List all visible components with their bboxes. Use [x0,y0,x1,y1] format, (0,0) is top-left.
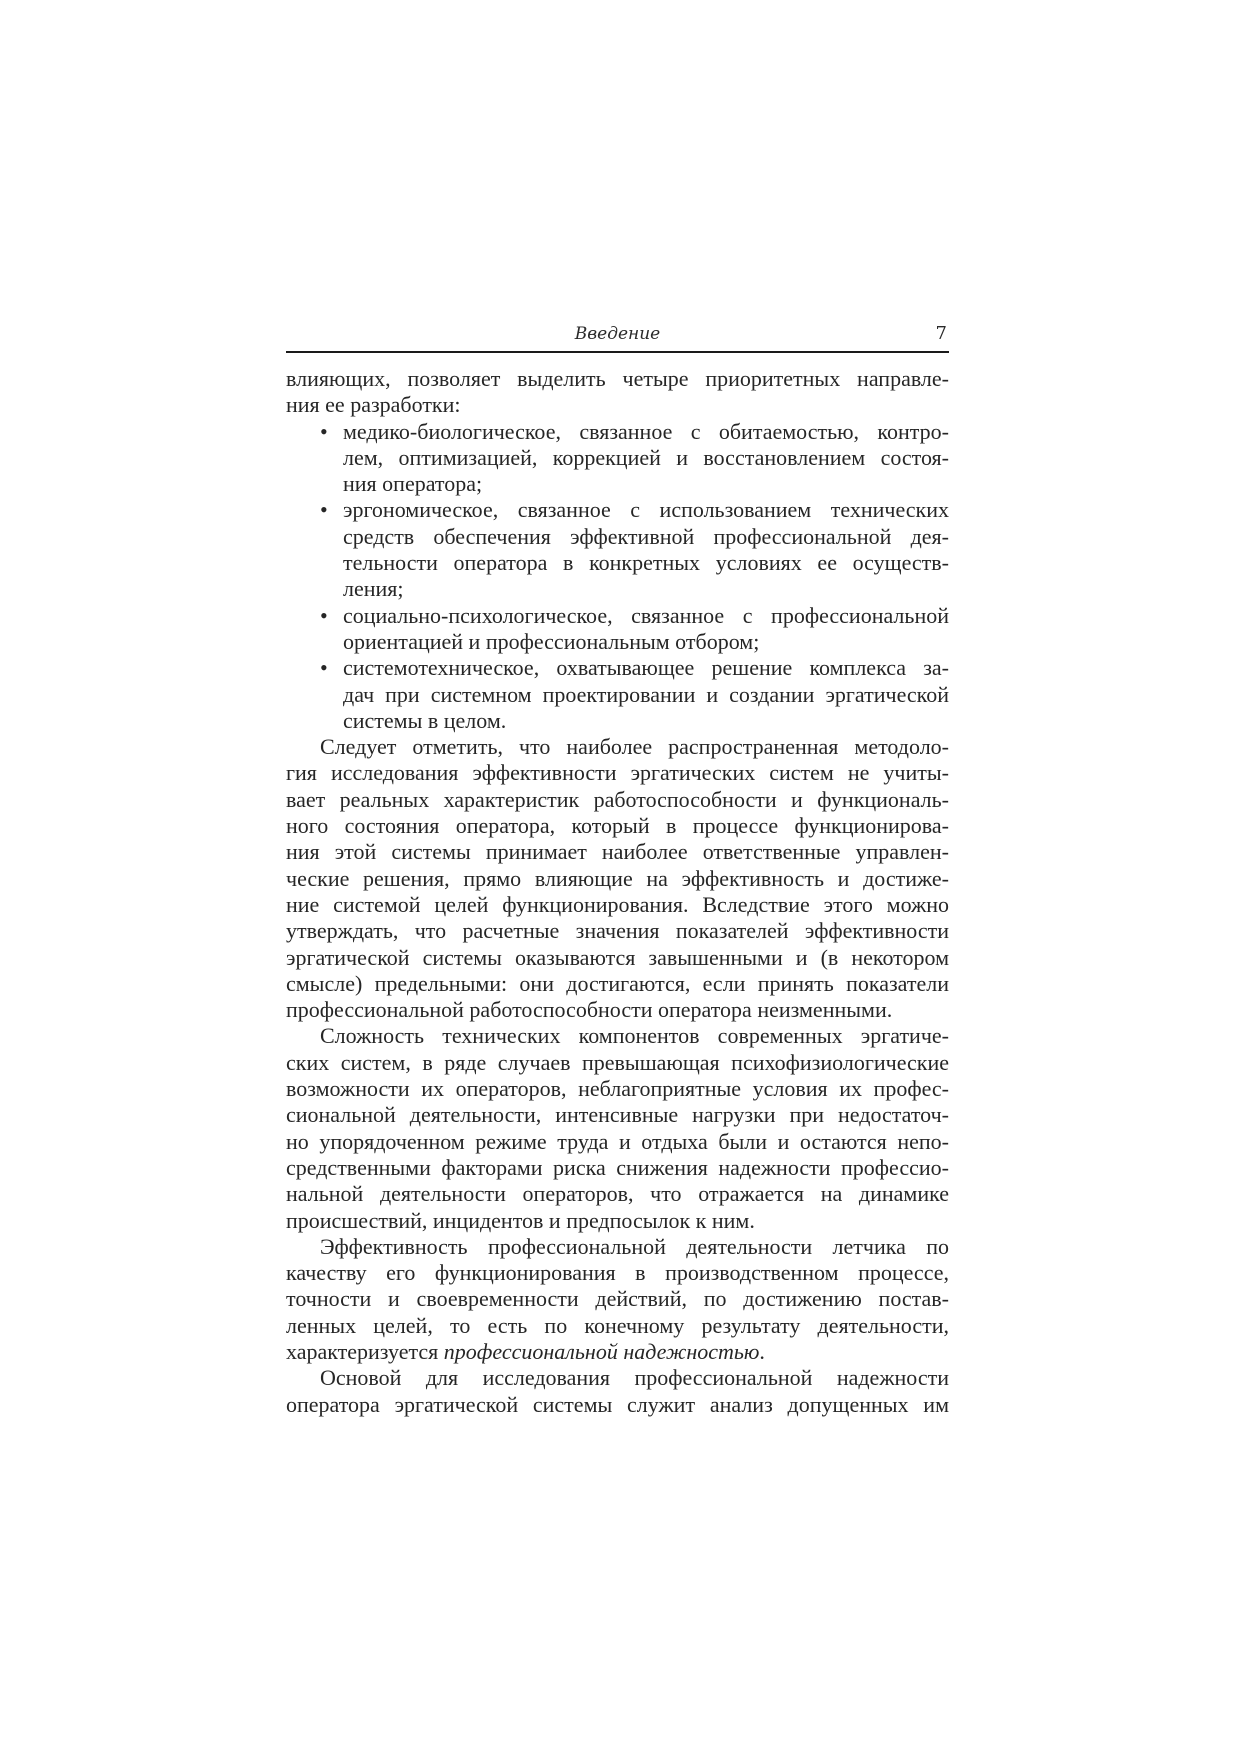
list-item-line: тельности оператора в конкретных условиях ее осуществ- [343,550,949,576]
list-item-line: • социально-психологическое, связанное с профессиональной [320,602,949,628]
paragraph-line: нальной деятельности операторов, что отражается на динамике [286,1181,949,1207]
paragraph-line: смысле) предельными: они достигаются, если принять показатели [286,970,949,996]
paragraph-line: сиональной деятельности, интенсивные нагрузки при недостаточ- [286,1102,949,1128]
list-item-line: • эргономическое, связанное с использованием технических [320,497,949,523]
paragraph-line: но упорядоченном режиме труда и отдыха были и остаются непо- [286,1128,949,1154]
paragraph-line: ленных целей, то есть по конечному результату деятельности, [286,1312,949,1338]
paragraph-line: ного состояния оператора, который в процессе функционирова- [286,813,949,839]
bullet-icon: • [320,655,328,681]
paragraph-line: Эффективность профессиональной деятельности летчика по [320,1233,949,1259]
bullet-icon: • [320,418,328,444]
paragraph-line: вает реальных характеристик работоспособности и функциональ- [286,786,949,812]
paragraph-line: качеству его функционирования в производственном процессе, [286,1260,949,1286]
paragraph-line: возможности их операторов, неблагоприятные условия их профес- [286,1076,949,1102]
paragraph-line: ния этой системы принимает наиболее ответственные управлен- [286,839,949,865]
paragraph-line: оператора эргатической системы служит анализ допущенных им [286,1391,949,1417]
paragraph-line: ческие решения, прямо влияющие на эффективность и достиже- [286,865,949,891]
running-title: Введение [574,324,661,344]
list-item-line: • системотехническое, охватывающее решение комплекса за- [320,655,949,681]
text-line: влияющих, позволяет выделить четыре приоритетных направле- [286,366,949,391]
list-item-line: • медико-биологическое, связанное с обитаемостью, контро- [320,418,949,444]
body-text [286,366,949,1418]
paragraph-line: происшествий, инцидентов и предпосылок к ним. [286,1207,755,1233]
paragraph-line: эргатической системы оказываются завышенными и (в некотором [286,944,949,970]
paragraph-line: утверждать, что расчетные значения показателей эффективности [286,918,949,944]
paragraph-line: Сложность технических компонентов современных эргатиче- [320,1023,949,1049]
list-item-line: лем, оптимизацией, коррекцией и восстановлением состоя- [343,444,949,470]
list-item-line: ориентацией и профессиональным отбором; [343,628,760,654]
paragraph-line: ние системой целей функционирования. Вследствие этого можно [286,891,949,917]
paragraph-line: профессиональной работоспособности оператора неизменными. [286,997,893,1023]
paragraph-line: ских систем, в ряде случаев превышающая психофизиологические [286,1049,949,1075]
text-line: ния ее разработки: [286,392,461,418]
list-item-line: ления; [343,576,404,602]
paragraph-line: характеризуется профессиональной надежностью. [286,1338,765,1364]
list-item-line: ния оператора; [343,471,483,497]
bullet-icon: • [320,602,328,628]
paragraph-line: точности и своевременности действий, по достижению постав- [286,1286,949,1312]
paragraph-line: гия исследования эффективности эргатических систем не учиты- [286,760,949,786]
list-item-line: системы в целом. [343,707,507,733]
running-head [286,321,949,353]
list-item-line: средств обеспечения эффективной профессиональной дея- [343,523,949,549]
paragraph-line: Следует отметить, что наиболее распространенная методоло- [320,734,949,760]
page-number: 7 [935,323,947,344]
list-item-line: дач при системном проектировании и создании эргатической [343,681,949,707]
paragraph-line: средственными факторами риска снижения надежности профессио- [286,1154,949,1180]
emphasis-term: профессиональной надежностью [443,1338,760,1364]
paragraph-line: Основой для исследования профессиональной надежности [320,1365,949,1391]
bullet-icon: • [320,497,328,523]
